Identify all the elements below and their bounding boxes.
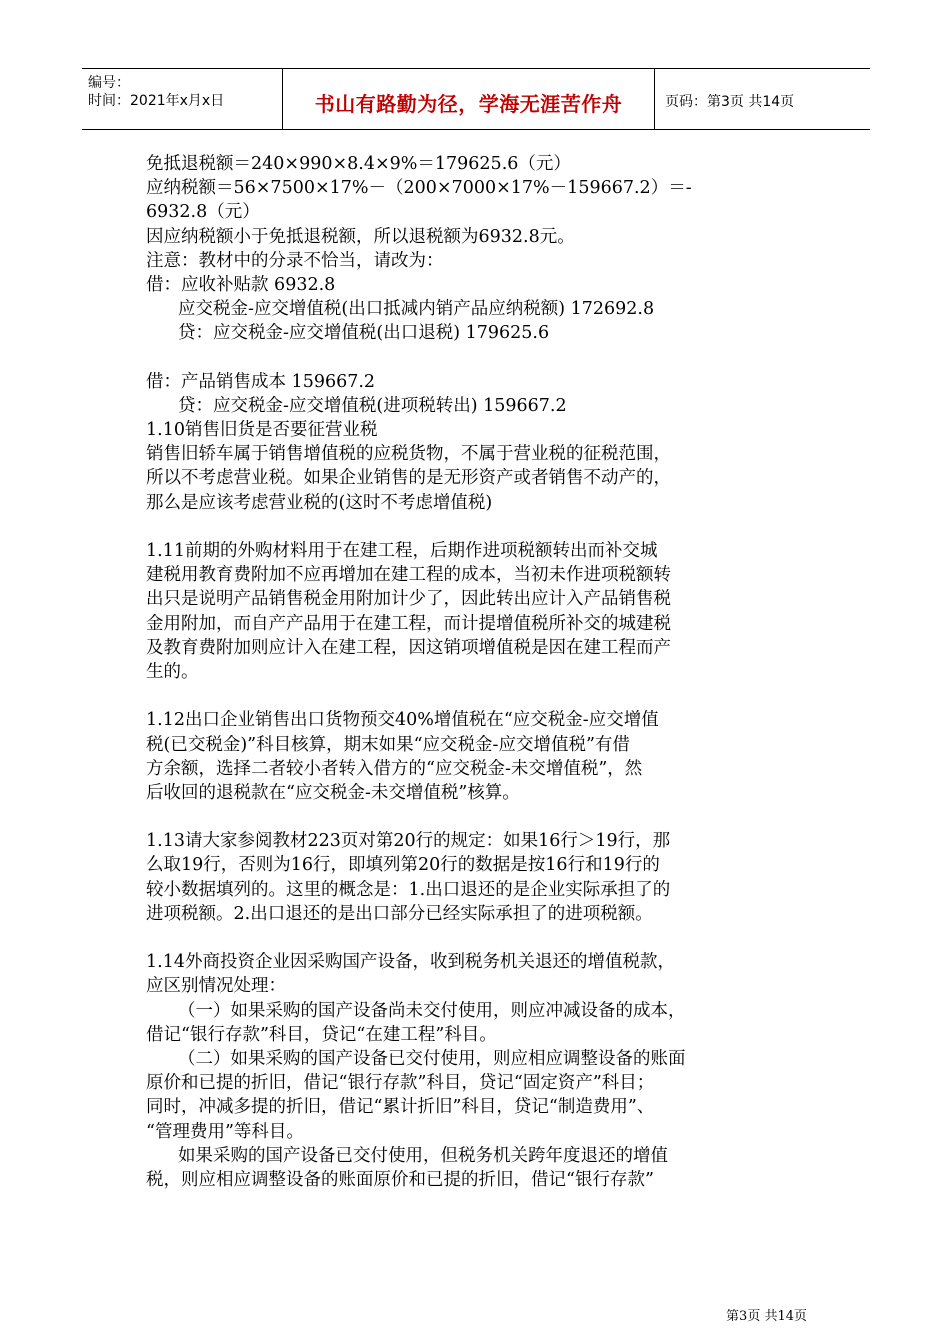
page-footer: 第3页 共14页 — [726, 1309, 807, 1324]
blank-line — [146, 346, 816, 370]
text-line: 生的。 — [146, 661, 199, 682]
text-line: 较小数据填列的。这里的概念是：1.出口退还的是企业实际承担了的 — [146, 879, 671, 900]
text-line: 1.14外商投资企业因采购国产设备，收到税务机关退还的增值税款， — [146, 952, 675, 973]
text-line: 么取19行，否则为16行，即填列第20行的数据是按16行和19行的 — [146, 855, 660, 876]
blank-line — [146, 805, 816, 829]
text-line: 建税用教育费附加不应再增加在建工程的成本，当初未作进项税额转 — [146, 565, 671, 586]
text-line: 1.13请大家参阅教材223页对第20行的规定：如果16行＞19行，那 — [146, 831, 671, 852]
text-line: 1.11前期的外购材料用于在建工程，后期作进项税额转出而补交城 — [146, 541, 658, 561]
header-motto-cell — [283, 69, 655, 129]
text-line: 6932.8（元） — [146, 202, 260, 223]
motto-text: 书山有路勤为径，学海无涯苦作舟 — [314, 92, 623, 116]
text-line: 同时，冲减多提的折旧，借记“累计折旧”科目，贷记“制造费用”、 — [146, 1097, 655, 1118]
text-line: 那么是应该考虑营业税的(这时不考虑增值税) — [146, 492, 493, 513]
text-line: 方余额，选择二者较小者转入借方的“应交税金-未交增值税”，然 — [146, 758, 643, 779]
text-line: 应交税金-应交增值税(出口抵减内销产品应纳税额) 172692.8 — [178, 299, 655, 320]
text-line: 1.12出口企业销售出口货物预交40%增值税在“应交税金-应交增值 — [146, 710, 659, 731]
text-line: 金用附加，而自产产品用于在建工程，而计提增值税所补交的城建税 — [146, 613, 671, 634]
text-line: 税，则应相应调整设备的账面原价和已提的折旧，借记“银行存款” — [146, 1169, 654, 1190]
text-line: “管理费用”等科目。 — [146, 1121, 304, 1142]
text-line: 如果采购的国产设备已交付使用，但税务机关跨年度退还的增值 — [178, 1145, 668, 1166]
text-line: 应区别情况处理： — [146, 976, 286, 997]
text-line: 注意：教材中的分录不恰当，请改为： — [146, 250, 444, 271]
text-line: （二）如果采购的国产设备已交付使用，则应相应调整设备的账面 — [178, 1048, 686, 1069]
text-line: 应纳税额＝56×7500×17%－（200×7000×17%－159667.2）＝- — [146, 178, 692, 199]
blank-line — [146, 926, 816, 950]
blank-line — [146, 684, 816, 708]
section-heading: 1.10销售旧货是否要征营业税 — [146, 420, 378, 441]
page-header — [82, 68, 870, 130]
text-line: 原价和已提的折旧，借记“银行存款”科目，贷记“固定资产”科目； — [146, 1073, 655, 1094]
text-line: 借：应收补贴款 6932.8 — [146, 274, 336, 295]
text-line: 后收回的退税款在“应交税金-未交增值税”核算。 — [146, 782, 520, 803]
text-line: 出只是说明产品销售税金用附加计少了，因此转出应计入产品销售税 — [146, 589, 671, 610]
text-line: 免抵退税额＝240×990×8.4×9%＝179625.6（元） — [146, 154, 571, 174]
text-line: 借：产品销售成本 159667.2 — [146, 371, 376, 392]
text-line: 借记“银行存款”科目，贷记“在建工程”科目。 — [146, 1024, 497, 1045]
header-info-cell — [82, 69, 283, 129]
text-line: 贷：应交税金-应交增值税(出口退税) 179625.6 — [178, 323, 550, 344]
text-line: 进项税额。2.出口退还的是出口部分已经实际承担了的进项税额。 — [146, 903, 653, 924]
text-line: 所以不考虑营业税。如果企业销售的是无形资产或者销售不动产的， — [146, 468, 671, 489]
text-line: 贷：应交税金-应交增值税(进项税转出) 159667.2 — [178, 395, 567, 416]
text-line: 销售旧轿车属于销售增值税的应税货物，不属于营业税的征税范围， — [146, 444, 671, 465]
time-label: 时间：2021年x月x日 — [88, 93, 225, 109]
number-label: 编号： — [88, 75, 130, 91]
text-line: （一）如果采购的国产设备尚未交付使用，则应冲减设备的成本， — [178, 1000, 686, 1021]
text-line: 因应纳税额小于免抵退税额，所以退税额为6932.8元。 — [146, 226, 575, 247]
blank-line — [146, 515, 816, 539]
page-code: 页码：第3页 共14页 — [665, 94, 795, 110]
text-line: 税(已交税金)”科目核算，期末如果“应交税金-应交增值税”有借 — [146, 734, 630, 755]
document-body — [146, 152, 816, 1192]
text-line: 及教育费附加则应计入在建工程，因这销项增值税是因在建工程而产 — [146, 637, 671, 658]
header-page-cell — [655, 69, 870, 129]
